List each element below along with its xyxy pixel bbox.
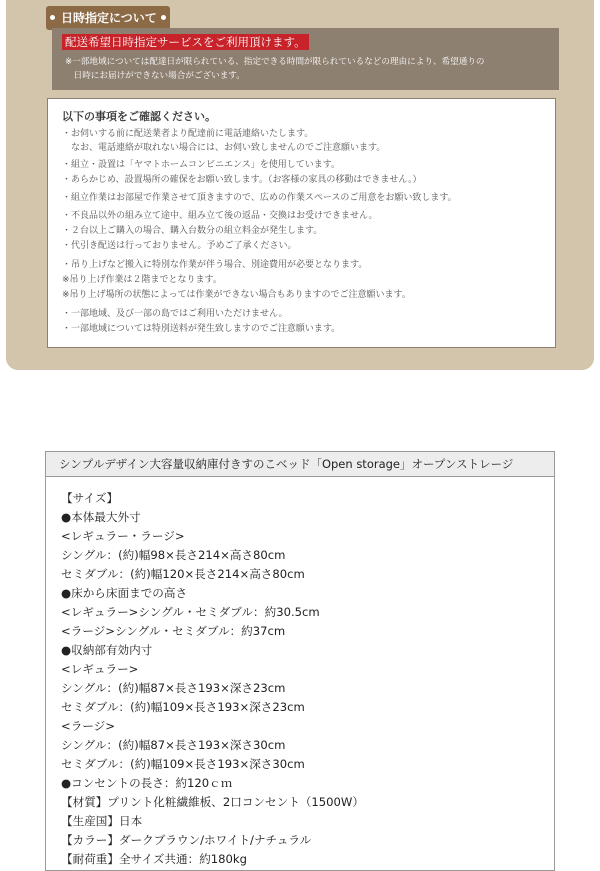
confirmation-box — [47, 98, 556, 348]
delivery-info-panel — [6, 0, 594, 370]
spec-row: シングル：(約)幅87×長さ193×深さ23cm — [61, 681, 286, 695]
spec-row: シングル：(約)幅98×長さ214×高さ80cm — [61, 548, 286, 562]
confirmation-line: ・組立・設置は「ヤマトホームコンビニエンス」を使用しています。 — [62, 160, 341, 170]
notice-body — [65, 55, 555, 83]
spec-row: <ラージ>シングル・セミダブル：約37cm — [61, 624, 286, 638]
confirmation-line: ・代引き配送は行っておりません。予めご了承ください。 — [62, 241, 297, 251]
confirmation-line: ・組立作業はお部屋で作業させて頂きますので、広めの作業スペースのご用意をお願い致します。 — [62, 193, 457, 203]
tag-dot-right — [161, 15, 166, 20]
delivery-date-tag — [46, 6, 170, 30]
confirmation-line: ・お伺いする前に配送業者より配達前に電話連絡いたします。 — [62, 129, 314, 139]
confirmation-line: ・一部地域については特別送料が発生致しますのでご注意願います。 — [62, 324, 341, 334]
spec-row: セミダブル：(約)幅120×長さ214×高さ80cm — [61, 567, 305, 581]
spec-row: セミダブル：(約)幅109×長さ193×深さ30cm — [61, 757, 305, 771]
spec-row: <レギュラー>シングル・セミダブル：約30.5cm — [61, 605, 320, 619]
notice-line: 日時にお届けができない場合がございます。 — [65, 71, 245, 81]
spec-row: セミダブル：(約)幅109×長さ193×深さ23cm — [61, 700, 305, 714]
spec-row: シングル：(約)幅87×長さ193×深さ30cm — [61, 738, 286, 752]
spec-title: シンプルデザイン大容量収納庫付きすのこベッド「Open storage」オープンストレージ — [46, 452, 554, 477]
service-highlight: 配送希望日時指定サービスをご利用頂けます。 — [62, 34, 309, 50]
confirmation-line: ・あらかじめ、設置場所の確保をお願い致します。（お客様の家具の移動はできません。） — [62, 175, 422, 185]
delivery-notice-box — [52, 28, 559, 90]
confirmation-line: なお、電話連絡が取れない場合には、お伺い致しませんのでご注意願います。 — [62, 143, 386, 153]
spec-row: 【生産国】日本 — [61, 814, 143, 828]
spec-row: 【耐荷重】全サイズ共通：約180kg — [61, 852, 247, 866]
spec-row: <レギュラー> — [61, 662, 139, 676]
spec-row: 【材質】プリント化粧繊維板、2口コンセント（1500W） — [61, 795, 364, 809]
spec-row: ●本体最大外寸 — [61, 510, 141, 524]
spec-row: 【サイズ】 — [61, 491, 119, 505]
confirmation-line: ・２台以上ご購入の場合、購入台数分の組立料金が発生します。 — [62, 226, 323, 236]
product-spec-table — [45, 451, 555, 871]
spec-row: ●収納部有効内寸 — [61, 643, 153, 657]
confirmation-title: 以下の事項をご確認ください。 — [62, 110, 216, 123]
tag-label: 日時指定について — [61, 11, 157, 25]
confirmation-line: ・吊り上げなど搬入に特別な作業が伴う場合、別途費用が必要となります。 — [62, 260, 368, 270]
confirmation-line: ※吊り上げ場所の状態によっては作業ができない場合もありますのでご注意願います。 — [62, 290, 411, 300]
confirmation-line: ※吊り上げ作業は２階までとなります。 — [62, 275, 222, 285]
confirmation-line: ・一部地域、及び一部の島ではご利用いただけません。 — [62, 309, 288, 319]
spec-row: <レギュラー・ラージ> — [61, 529, 185, 543]
spec-row: ●コンセントの長さ：約120ｃｍ — [61, 776, 233, 790]
tag-dot-left — [50, 15, 55, 20]
spec-row: <ラージ> — [61, 719, 115, 733]
spec-row: ●床から床面までの高さ — [61, 586, 188, 600]
spec-row: 【カラー】ダークブラウン/ホワイト/ナチュラル — [61, 833, 312, 847]
confirmation-line: ・不良品以外の組み立て途中、組み立て後の返品・交換はお受けできません。 — [62, 211, 378, 221]
notice-line: ※一部地域については配達日が限られている、指定できる時間が限られているなどの理由により、希望通りの — [65, 57, 485, 67]
